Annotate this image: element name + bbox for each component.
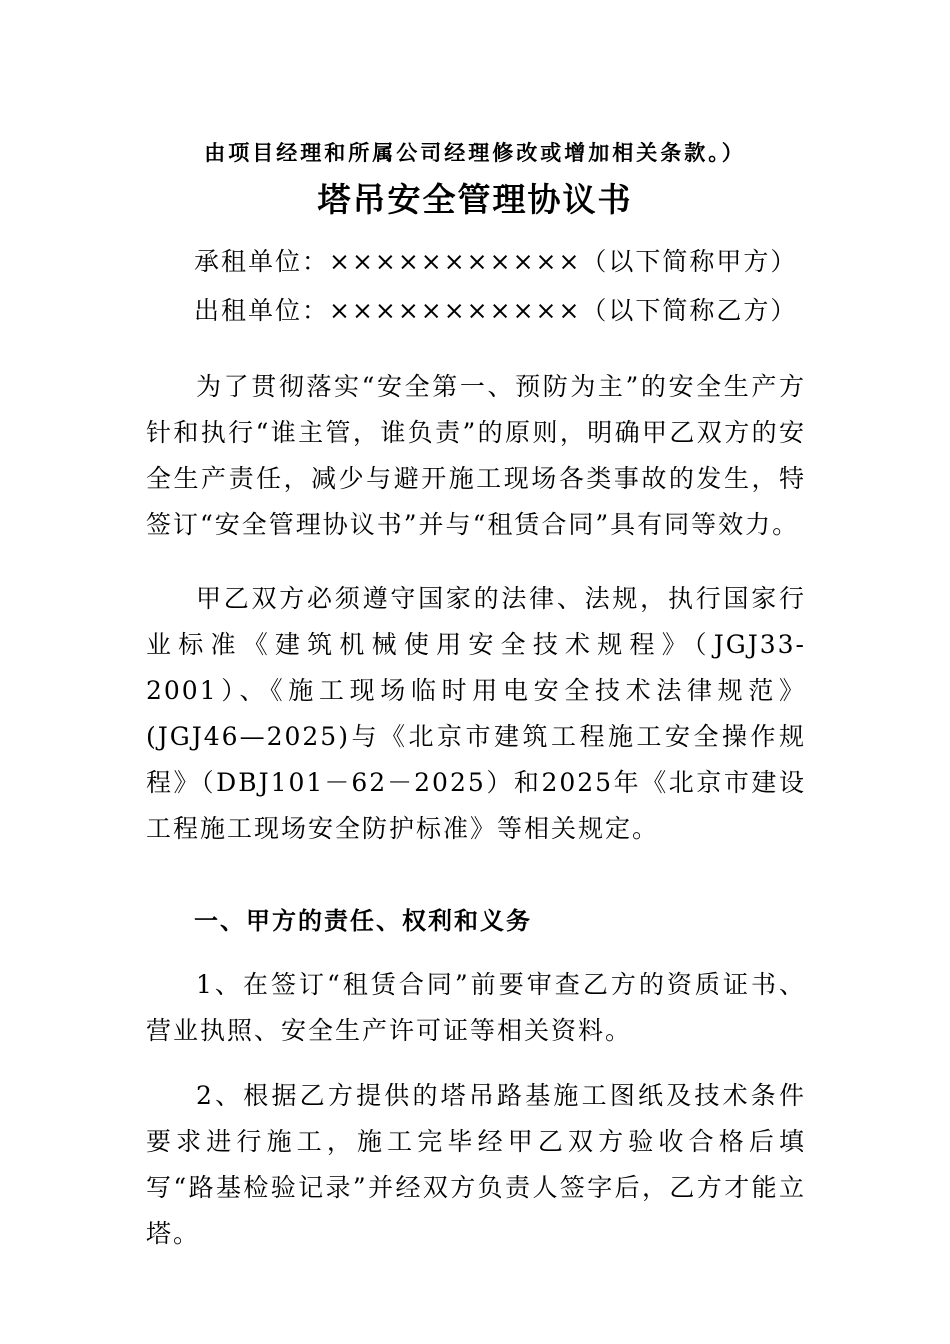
document-title: 塔吊安全管理协议书 — [317, 180, 633, 219]
clause-2 — [146, 1073, 806, 1257]
section-heading: 一、甲方的责任、权利和义务 — [194, 907, 532, 935]
lessee-line: 承租单位：×××××××××××（以下简称甲方） — [194, 247, 798, 276]
revision-note: 由项目经理和所属公司经理修改或增加相关条款。） — [204, 140, 746, 165]
lessor-line: 出租单位：×××××××××××（以下简称乙方） — [194, 296, 798, 325]
clause-text: 1、在签订“租赁合同”前要审查乙方的资质证书、营业执照、安全生产许可证等相关资料。 — [146, 970, 806, 1045]
clause-text: 2、根据乙方提供的塔吊路基施工图纸及技术条件要求进行施工，施工完毕经甲乙双方验收合格后填写“路基检验记录”并经双方负责人签字后，乙方才能立塔。 — [146, 1081, 806, 1248]
clause-1 — [146, 962, 806, 1054]
paragraph-text: 为了贯彻落实“安全第一、预防为主”的安全生产方针和执行“谁主管，谁负责”的原则，明确甲乙双方的安全生产责任，减少与避开施工现场各类事故的发生，特签订“安全管理协议书”并与“租赁合同”具有同等效力。 — [146, 372, 806, 539]
paragraph-text: 甲乙双方必须遵守国家的法律、法规，执行国家行业标准《建筑机械使用安全技术规程》（JGJ33-2001）、《施工现场临时用电安全技术法律规范》(JGJ46—2025)与《北京市建筑工程施工安全操作规程》（DBJ101－62－2025）和2025年《北京市建设工程施工现场安全防护标准》等相关规定。 — [146, 584, 806, 843]
paragraph-purpose — [146, 364, 806, 548]
paragraph-regulations — [146, 576, 806, 852]
